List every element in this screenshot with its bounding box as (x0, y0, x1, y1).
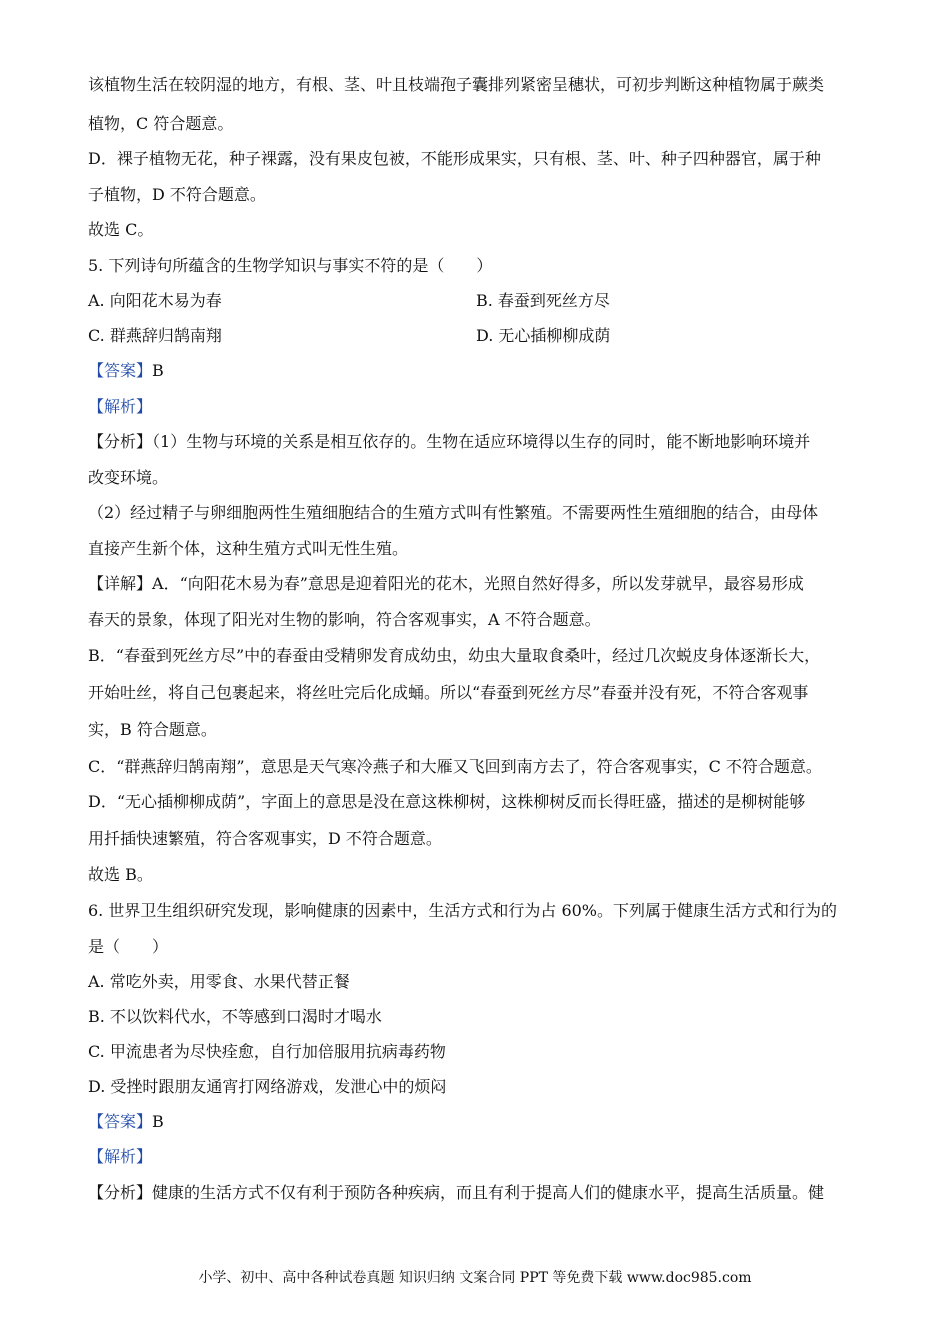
detail-text: A．“向阳花木易为春”意思是迎着阳光的花木，光照自然好得多，所以发芽就早，最容易形成 (152, 574, 804, 593)
q5-fenxi (88, 431, 868, 453)
q6-option-b: B. 不以饮料代水，不等感到口渴时才喝水 (88, 1007, 382, 1026)
q6-option-a: A. 常吃外卖，用零食、水果代替正餐 (88, 972, 350, 991)
fenxi-tag: 【分析】 (88, 1183, 153, 1202)
answer-tag: 【答案】 (88, 1112, 153, 1131)
text-line: 故选 C。 (88, 220, 154, 239)
analysis-tag: 【解析】 (88, 397, 153, 416)
text-line: D．裸子植物无花，种子裸露，没有果皮包被，不能形成果实，只有根、茎、叶、种子四种器官，属于种 (88, 149, 821, 168)
q6-option-d: D. 受挫时跟朋友通宵打网络游戏，发泄心中的烦闷 (88, 1077, 447, 1096)
q5-option-c: C. 群燕辞归鹄南翔 (88, 326, 222, 345)
text-line: C．“群燕辞归鹄南翔”，意思是天气寒冷燕子和大雁又飞回到南方去了，符合客观事实，C 不符合题意。 (88, 757, 822, 776)
text-line: 植物，C 符合题意。 (88, 114, 234, 133)
text-line: 实，B 符合题意。 (88, 720, 217, 739)
q5-option-b: B. 春蚕到死丝方尽 (476, 291, 610, 310)
q5-option-a: A. 向阳花木易为春 (88, 291, 222, 310)
analysis-tag: 【解析】 (88, 1147, 153, 1166)
text-line: 直接产生新个体，这种生殖方式叫无性生殖。 (88, 539, 409, 558)
q5-detail (88, 573, 868, 595)
fenxi-tag: 【分析】 (88, 432, 153, 451)
detail-tag: 【详解】 (88, 574, 153, 593)
text-line: 是（ ） (88, 937, 169, 956)
text-line: D．“无心插柳柳成荫”，字面上的意思是没在意这株柳树，这株柳树反而长得旺盛，描述的是柳树能够 (88, 792, 806, 811)
q6-answer (88, 1111, 868, 1133)
answer-value: B (152, 361, 164, 380)
q6-option-c: C. 甲流患者为尽快痊愈，自行加倍服用抗病毒药物 (88, 1042, 446, 1061)
answer-tag: 【答案】 (88, 361, 153, 380)
text-line: 改变环境。 (88, 468, 169, 487)
text-line: B．“春蚕到死丝方尽”中的春蚕由受精卵发育成幼虫，幼虫大量取食桑叶，经过几次蜕皮身体逐渐长大， (88, 646, 821, 665)
text-line: 子植物，D 不符合题意。 (88, 185, 266, 204)
question-6-stem: 6. 世界卫生组织研究发现，影响健康的因素中，生活方式和行为占 60%。下列属于健康生活方式和行为的 (88, 901, 838, 920)
text-line: 开始吐丝，将自己包裹起来，将丝吐完后化成蛹。所以“春蚕到死丝方尽”春蚕并没有死，不符合客观事 (88, 683, 809, 702)
q6-analysis-tag (88, 1146, 868, 1168)
question-5-stem: 5. 下列诗句所蕴含的生物学知识与事实不符的是（ ） (88, 256, 493, 275)
page-footer: 小学、初中、高中各种试卷真题 知识归纳 文案合同 PPT 等免费下载 www.doc985.com (198, 1270, 752, 1286)
q5-answer (88, 360, 868, 382)
text-line: （2）经过精子与卵细胞两性生殖细胞结合的生殖方式叫有性繁殖。不需要两性生殖细胞的结合，由母体 (88, 503, 819, 522)
answer-value: B (152, 1112, 164, 1131)
q6-fenxi (88, 1182, 868, 1204)
text-line: 春天的景象，体现了阳光对生物的影响，符合客观事实，A 不符合题意。 (88, 610, 601, 629)
text-line: 故选 B。 (88, 865, 153, 884)
text-line: 该植物生活在较阴湿的地方，有根、茎、叶且枝端孢子囊排列紧密呈穗状，可初步判断这种植物属于蕨类 (88, 75, 825, 94)
text-line: 用扦插快速繁殖，符合客观事实，D 不符合题意。 (88, 829, 442, 848)
q5-option-d: D. 无心插柳柳成荫 (476, 326, 611, 345)
q5-analysis-tag (88, 396, 868, 418)
fenxi-text: 健康的生活方式不仅有利于预防各种疾病，而且有利于提高人们的健康水平，提高生活质量。健 (152, 1183, 825, 1202)
fenxi-text: （1）生物与环境的关系是相互依存的。生物在适应环境得以生存的同时，能不断地影响环境并 (152, 432, 811, 451)
